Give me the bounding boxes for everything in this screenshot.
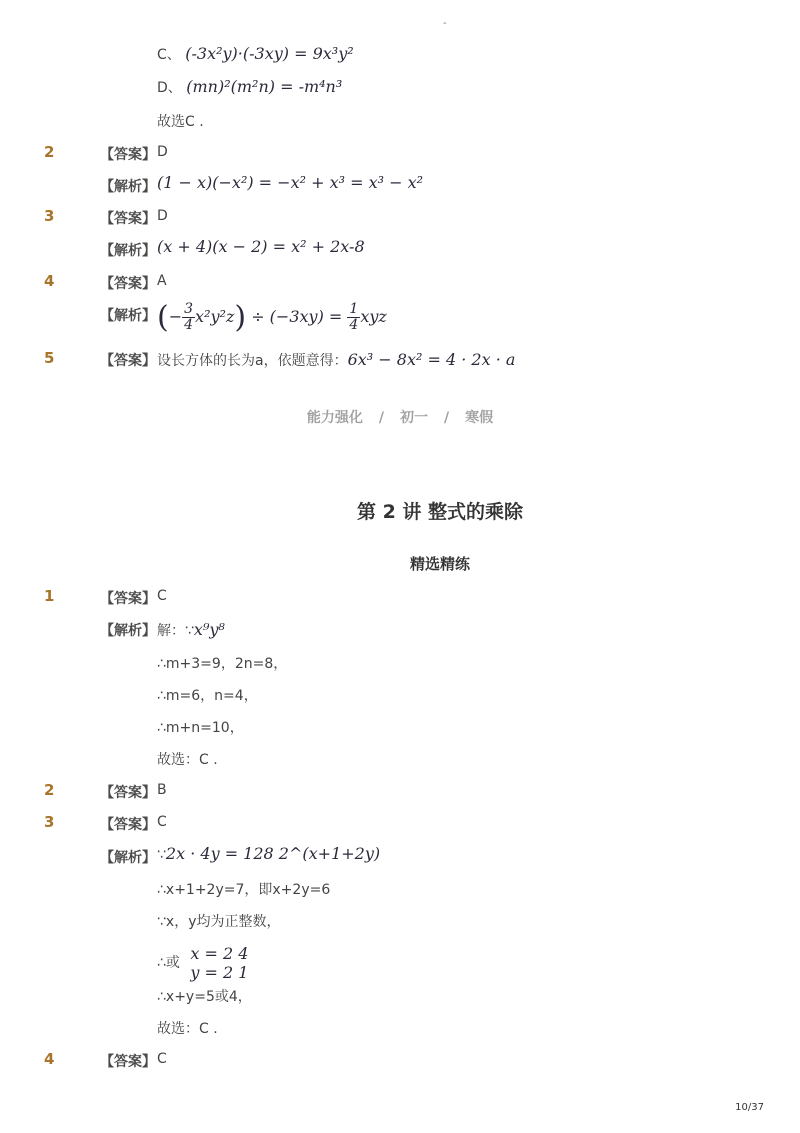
prev-item-number: 3 <box>44 207 55 225</box>
answer-value: D <box>157 208 168 224</box>
equation-system: x = 2 4 y = 2 1 <box>190 944 249 982</box>
option-d-math: (mn)²(m²n) = -m⁴n³ <box>186 77 343 96</box>
analysis-math: (x + 4)(x − 2) = x² + 2x-8 <box>157 237 365 256</box>
prev-item-number: 2 <box>44 143 55 161</box>
solution-step: ∴x+1+2y=7，即x+2y=6 <box>157 882 331 898</box>
solution-step: ∵x，y均为正整数， <box>157 914 281 930</box>
answer-value: A <box>157 273 167 289</box>
lesson-title: 第 2 讲 整式的乘除 <box>356 501 524 523</box>
answer-tag: 【答案】 <box>100 276 156 292</box>
item-number: 1 <box>44 587 55 605</box>
option-c-prefix: C、 <box>157 47 181 63</box>
answer-tag: 【答案】 <box>100 1054 156 1070</box>
option-d <box>157 77 342 97</box>
prev-item-number: 4 <box>44 272 55 290</box>
answer-tag: 【答案】 <box>100 591 156 607</box>
answer-value: 设长方体的长为a，依题意得：6x³ − 8x² = 4 · 2x · a <box>157 350 516 369</box>
answer-value: C <box>157 588 167 604</box>
item-number: 4 <box>44 1050 55 1068</box>
answer-tag: 【答案】 <box>100 353 156 369</box>
solution-step: ∴m=6，n=4， <box>157 688 258 704</box>
analysis-tag: 【解析】 <box>100 243 156 259</box>
solution-step: ∴m+3=9，2n=8， <box>157 656 288 672</box>
analysis-tag: 【解析】 <box>100 623 156 639</box>
answer-value: B <box>157 782 167 798</box>
analysis-line: ∵2x · 4y = 128 2^(x+1+2y) <box>157 844 381 863</box>
analysis-math: (− $\frac{3}{4}$ x²y²z) ÷ (−3xy) = $\frac{1}{4}$ xyz <box>157 300 387 335</box>
analysis-line: 解：∵x⁹y⁸ <box>157 620 225 639</box>
top-mark: - <box>443 18 447 29</box>
answer-value: C <box>157 814 167 830</box>
prev-choice: 故选C . <box>157 114 204 130</box>
answer-tag: 【答案】 <box>100 785 156 801</box>
solution-step: ∴m+n=10， <box>157 720 244 736</box>
analysis-math: (1 − x)(−x²) = −x² + x³ = x³ − x² <box>157 173 424 192</box>
option-c-math: (-3x²y)·(-3xy) = 9x³y² <box>185 44 354 63</box>
solution-step: 故选：C . <box>157 1021 218 1037</box>
prev-item-number: 5 <box>44 349 55 367</box>
answer-tag: 【答案】 <box>100 817 156 833</box>
solution-step: ∴或 x = 2 4 y = 2 1 <box>157 944 249 982</box>
item-number: 3 <box>44 813 55 831</box>
analysis-tag: 【解析】 <box>100 308 156 324</box>
option-c <box>157 44 354 64</box>
analysis-tag: 【解析】 <box>100 850 156 866</box>
answer-value: C <box>157 1051 167 1067</box>
solution-step: ∴x+y=5或4， <box>157 989 252 1005</box>
page-number: 10/37 <box>735 1102 764 1113</box>
answer-value: D <box>157 144 168 160</box>
option-d-prefix: D、 <box>157 80 182 96</box>
answer-tag: 【答案】 <box>100 147 156 163</box>
page-footer: 能力强化 / 初一 / 寒假 <box>306 410 494 426</box>
answer-tag: 【答案】 <box>100 211 156 227</box>
item-number: 2 <box>44 781 55 799</box>
section-title: 精选精练 <box>409 555 470 573</box>
analysis-tag: 【解析】 <box>100 179 156 195</box>
solution-step: 故选：C . <box>157 752 218 768</box>
